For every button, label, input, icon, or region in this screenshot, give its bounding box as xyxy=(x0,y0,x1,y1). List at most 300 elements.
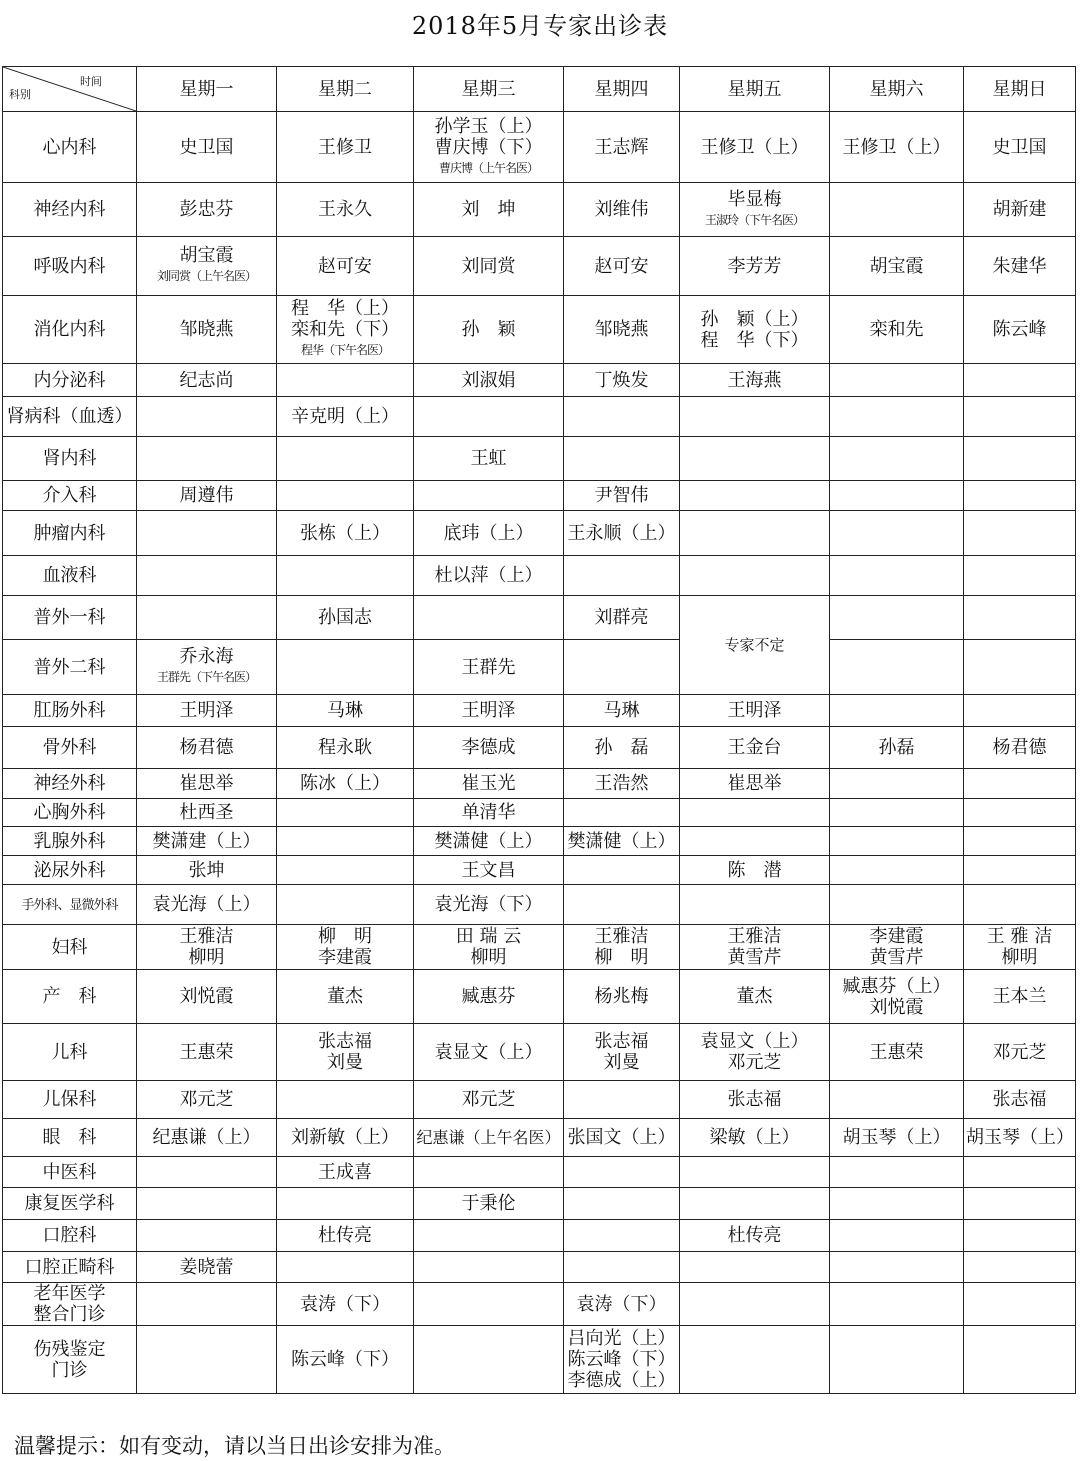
dept-label: 肾内科 xyxy=(42,448,97,469)
doctor-name: 陈云峰 xyxy=(992,319,1047,340)
doctor-cell xyxy=(414,397,564,437)
schedule-body xyxy=(3,112,1076,1394)
doctor-cell xyxy=(414,827,564,856)
doctor-name: 孙学玉（上） xyxy=(434,115,543,137)
corner-dept-label: 科别 xyxy=(9,88,31,101)
doctor-cell xyxy=(964,1157,1076,1188)
dept-label: 康复医学科 xyxy=(24,1193,115,1214)
doctor-name: 李德成（上） xyxy=(567,1370,676,1391)
doctor-name: 臧惠芬（上） xyxy=(842,975,951,997)
doctor-cell xyxy=(414,1283,564,1326)
doctor-cell xyxy=(137,1081,277,1119)
doctor-name: 杜以萍（上） xyxy=(434,565,543,586)
doctor-cell xyxy=(830,1188,964,1220)
doctor-cell xyxy=(414,596,564,640)
doctor-cell xyxy=(137,695,277,727)
dept-cell xyxy=(3,1326,137,1394)
doctor-name: 史卫国 xyxy=(992,136,1047,158)
doctor-cell xyxy=(564,970,680,1024)
doctor-cell xyxy=(277,481,414,511)
doctor-cell xyxy=(830,511,964,556)
dept-label: 儿科 xyxy=(51,1041,88,1063)
doctor-name: 樊潇建（上） xyxy=(152,830,261,852)
doctor-name: 黄雪芹 xyxy=(727,947,782,968)
dept-cell xyxy=(3,237,137,296)
dept-cell xyxy=(3,769,137,799)
doctor-cell xyxy=(137,925,277,970)
doctor-cell xyxy=(830,237,964,296)
doctor-cell xyxy=(564,1252,680,1283)
doctor-name: 李建霞 xyxy=(869,926,924,947)
doctor-cell xyxy=(680,1326,830,1394)
doctor-cell xyxy=(277,640,414,695)
day-header-mon: 星期一 xyxy=(137,67,277,112)
doctor-name: 乔永海 xyxy=(179,646,234,667)
dept-cell xyxy=(3,1188,137,1220)
doctor-name: 柳明 xyxy=(188,947,225,968)
doctor-name: 彭忠芬 xyxy=(179,199,234,220)
doctor-cell xyxy=(680,237,830,296)
doctor-cell xyxy=(830,596,964,640)
doctor-name: 刘淑娟 xyxy=(461,369,516,391)
doctor-cell xyxy=(277,1188,414,1220)
doctor-cell xyxy=(137,1283,277,1326)
doctor-name: 柳明 xyxy=(1001,947,1038,968)
doctor-name: 孙国志 xyxy=(318,607,372,628)
dept-cell xyxy=(3,856,137,885)
doctor-cell xyxy=(414,183,564,237)
dept-cell xyxy=(3,397,137,437)
doctor-name: 纪惠谦（上午名医） xyxy=(416,1128,561,1147)
doctor-cell xyxy=(680,1188,830,1220)
dept-cell xyxy=(3,695,137,727)
doctor-cell xyxy=(830,1024,964,1081)
doctor-name: 王雅洁 xyxy=(727,926,782,947)
doctor-name: 尹智伟 xyxy=(594,485,649,506)
doctor-cell xyxy=(830,1252,964,1283)
doctor-cell xyxy=(964,799,1076,827)
doctor-name: 李建霞 xyxy=(318,947,372,968)
doctor-cell xyxy=(277,1024,414,1081)
doctor-cell xyxy=(680,1252,830,1283)
doctor-cell xyxy=(680,556,830,596)
doctor-cell xyxy=(414,437,564,481)
day-header-wed: 星期三 xyxy=(414,67,564,112)
doctor-name: 陈云峰（下） xyxy=(291,1349,399,1370)
doctor-cell xyxy=(564,481,680,511)
doctor-cell xyxy=(680,799,830,827)
doctor-cell xyxy=(830,1220,964,1252)
doctor-cell xyxy=(137,237,277,296)
doctor-name: 栾和先（下） xyxy=(291,319,399,340)
doctor-name: 王永久 xyxy=(318,199,372,220)
doctor-name: 王海燕 xyxy=(727,369,782,391)
table-row xyxy=(3,437,1076,481)
dept-cell xyxy=(3,437,137,481)
doctor-cell xyxy=(680,1283,830,1326)
doctor-name: 王明泽 xyxy=(461,700,516,721)
doctor-name: 赵可安 xyxy=(318,255,372,277)
doctor-name: 张坤 xyxy=(188,859,225,881)
doctor-cell xyxy=(137,397,277,437)
doctor-cell xyxy=(964,769,1076,799)
doctor-cell xyxy=(414,1119,564,1157)
doctor-cell xyxy=(137,799,277,827)
doctor-cell xyxy=(277,1326,414,1394)
doctor-name: 孙 磊 xyxy=(594,737,649,758)
doctor-cell xyxy=(414,112,564,183)
doctor-name: 杨君德 xyxy=(179,737,234,758)
doctor-name: 杨君德 xyxy=(992,737,1047,758)
dept-label: 普外一科 xyxy=(33,607,106,628)
doctor-cell xyxy=(277,296,414,364)
dept-cell xyxy=(3,112,137,183)
doctor-name: 杜西圣 xyxy=(179,802,234,823)
doctor-name: 王修卫（上） xyxy=(700,136,809,158)
doctor-name: 董杰 xyxy=(327,986,363,1007)
doctor-name: 崔思举 xyxy=(727,773,782,794)
doctor-name: 邓元芝 xyxy=(992,1041,1047,1063)
dept-label: 泌尿外科 xyxy=(33,859,106,881)
doctor-cell xyxy=(680,112,830,183)
doctor-cell xyxy=(277,695,414,727)
doctor-cell xyxy=(277,112,414,183)
doctor-cell xyxy=(414,556,564,596)
dept-label: 乳腺外科 xyxy=(33,830,106,852)
dept-cell xyxy=(3,827,137,856)
table-row xyxy=(3,1119,1076,1157)
doctor-cell xyxy=(564,112,680,183)
doctor-name: 田 瑞 云 xyxy=(455,926,522,947)
dept-cell xyxy=(3,885,137,925)
doctor-name: 杜传亮 xyxy=(318,1225,372,1246)
dept-label-line: 老年医学 xyxy=(33,1283,106,1304)
doctor-cell xyxy=(137,1326,277,1394)
dept-label: 骨外科 xyxy=(42,737,97,758)
doctor-cell xyxy=(680,970,830,1024)
doctor-name: 邓元芝 xyxy=(461,1089,516,1110)
dept-cell xyxy=(3,640,137,695)
table-row xyxy=(3,364,1076,397)
table-row xyxy=(3,596,1076,640)
doctor-cell xyxy=(964,970,1076,1024)
dept-cell xyxy=(3,1252,137,1283)
table-row xyxy=(3,925,1076,970)
doctor-name: 王金台 xyxy=(727,737,782,758)
table-row xyxy=(3,556,1076,596)
doctor-cell xyxy=(414,925,564,970)
doctor-cell xyxy=(680,1157,830,1188)
dept-cell xyxy=(3,1081,137,1119)
doctor-name: 杜传亮 xyxy=(727,1225,782,1246)
dept-label: 普外二科 xyxy=(33,656,106,678)
doctor-cell xyxy=(414,364,564,397)
doctor-name: 樊潇健（上） xyxy=(567,830,676,852)
doctor-name: 臧惠芬 xyxy=(461,986,516,1007)
doctor-name: 刘同赏（上午名医） xyxy=(156,269,256,283)
doctor-cell xyxy=(277,769,414,799)
doctor-cell xyxy=(564,695,680,727)
doctor-name: 柳明 xyxy=(470,947,507,968)
page-title: 2018年5月专家出诊表 xyxy=(411,12,669,40)
doctor-cell xyxy=(680,183,830,237)
doctor-name: 辛克明（上） xyxy=(291,406,399,427)
footer-note: 温馨提示：如有变动，请以当日出诊安排为准。 xyxy=(14,1434,455,1458)
doctor-name: 毕显梅 xyxy=(727,188,782,210)
doctor-cell xyxy=(277,556,414,596)
doctor-cell xyxy=(277,237,414,296)
doctor-cell xyxy=(277,970,414,1024)
doctor-cell xyxy=(137,183,277,237)
doctor-name: 刘曼 xyxy=(603,1052,640,1073)
doctor-name: 王雅洁 xyxy=(594,926,649,947)
doctor-name: 纪惠谦（上） xyxy=(152,1127,261,1148)
dept-cell xyxy=(3,556,137,596)
dept-label: 手外科、显微外科 xyxy=(21,898,118,913)
doctor-cell xyxy=(964,640,1076,695)
doctor-cell xyxy=(137,1252,277,1283)
doctor-name: 邓元芝 xyxy=(179,1089,234,1110)
doctor-cell xyxy=(277,397,414,437)
table-row xyxy=(3,237,1076,296)
doctor-cell xyxy=(830,1326,964,1394)
doctor-name: 崔思举 xyxy=(179,773,234,794)
doctor-cell xyxy=(680,1024,830,1081)
table-row xyxy=(3,1326,1076,1394)
doctor-name: 马琳 xyxy=(603,700,640,721)
doctor-cell xyxy=(564,799,680,827)
doctor-name: 丁焕发 xyxy=(594,369,649,391)
table-row xyxy=(3,727,1076,769)
doctor-cell xyxy=(680,1220,830,1252)
doctor-cell xyxy=(964,925,1076,970)
doctor-cell xyxy=(277,925,414,970)
dept-cell xyxy=(3,727,137,769)
dept-label: 肾病科（血透） xyxy=(6,406,133,427)
doctor-cell xyxy=(830,364,964,397)
doctor-cell xyxy=(830,1119,964,1157)
doctor-cell xyxy=(277,727,414,769)
table-row xyxy=(3,1283,1076,1326)
dept-label: 介入科 xyxy=(42,485,97,506)
doctor-cell xyxy=(414,296,564,364)
doctor-name: 袁涛（下） xyxy=(576,1293,667,1315)
table-row xyxy=(3,970,1076,1024)
table-row xyxy=(3,885,1076,925)
doctor-name: 袁光海（下） xyxy=(434,894,543,915)
doctor-cell xyxy=(414,1326,564,1394)
doctor-cell xyxy=(830,296,964,364)
doctor-name: 袁涛（下） xyxy=(300,1293,390,1315)
doctor-name: 胡宝霞 xyxy=(869,255,924,277)
dept-label: 肿瘤内科 xyxy=(33,522,106,544)
corner-cell xyxy=(3,67,137,112)
dept-label: 妇科 xyxy=(51,936,88,958)
doctor-cell xyxy=(964,437,1076,481)
doctor-cell xyxy=(964,1220,1076,1252)
doctor-name: 刘群亮 xyxy=(594,607,649,628)
doctor-cell xyxy=(564,296,680,364)
doctor-cell xyxy=(830,397,964,437)
doctor-cell xyxy=(964,364,1076,397)
doctor-cell xyxy=(414,727,564,769)
doctor-name: 张志福 xyxy=(594,1031,649,1052)
corner-time-label: 时间 xyxy=(80,75,102,88)
table-row xyxy=(3,1252,1076,1283)
doctor-cell xyxy=(830,112,964,183)
doctor-cell xyxy=(964,556,1076,596)
doctor-name: 邹晓燕 xyxy=(179,319,234,340)
doctor-cell xyxy=(137,1220,277,1252)
doctor-name: 朱建华 xyxy=(992,255,1047,277)
doctor-name: 于秉伦 xyxy=(461,1193,516,1214)
doctor-cell xyxy=(830,1081,964,1119)
header-row xyxy=(3,67,1076,112)
doctor-name: 黄雪芹 xyxy=(869,947,924,968)
doctor-cell xyxy=(680,397,830,437)
doctor-cell xyxy=(680,925,830,970)
dept-cell xyxy=(3,1283,137,1326)
table-row xyxy=(3,769,1076,799)
table-row xyxy=(3,511,1076,556)
doctor-cell xyxy=(414,1081,564,1119)
doctor-cell xyxy=(137,596,277,640)
doctor-name: 周遵伟 xyxy=(179,485,234,506)
doctor-cell xyxy=(564,556,680,596)
doctor-cell xyxy=(964,237,1076,296)
doctor-cell xyxy=(137,727,277,769)
dept-label-line: 门诊 xyxy=(51,1359,88,1381)
table-row xyxy=(3,856,1076,885)
table-row xyxy=(3,1081,1076,1119)
doctor-name: 王本兰 xyxy=(992,986,1047,1007)
doctor-cell xyxy=(414,856,564,885)
doctor-name: 程 华（上） xyxy=(291,298,399,319)
doctor-name: 崔玉光 xyxy=(461,773,516,794)
doctor-cell xyxy=(680,596,830,695)
dept-label: 口腔正畸科 xyxy=(24,1256,115,1278)
dept-cell xyxy=(3,925,137,970)
doctor-cell xyxy=(564,885,680,925)
doctor-name: 胡新建 xyxy=(992,199,1047,220)
doctor-name: 胡玉琴（上） xyxy=(966,1127,1074,1148)
doctor-cell xyxy=(414,237,564,296)
dept-cell xyxy=(3,1119,137,1157)
doctor-cell xyxy=(564,1220,680,1252)
doctor-cell xyxy=(137,511,277,556)
doctor-name: 陈云峰（下） xyxy=(567,1349,676,1370)
table-row xyxy=(3,1188,1076,1220)
dept-label: 心内科 xyxy=(42,136,97,158)
doctor-cell xyxy=(964,1326,1076,1394)
doctor-cell xyxy=(964,885,1076,925)
doctor-cell xyxy=(830,695,964,727)
dept-label: 中医科 xyxy=(42,1161,97,1183)
doctor-cell xyxy=(137,556,277,596)
dept-label: 产 科 xyxy=(42,986,97,1007)
doctor-cell xyxy=(414,1188,564,1220)
doctor-cell xyxy=(414,511,564,556)
doctor-cell xyxy=(277,1157,414,1188)
doctor-name: 王永顺（上） xyxy=(567,522,676,544)
doctor-cell xyxy=(964,1081,1076,1119)
doctor-cell xyxy=(277,1081,414,1119)
doctor-cell xyxy=(137,856,277,885)
doctor-cell xyxy=(414,481,564,511)
doctor-name: 曹庆博（上午名医） xyxy=(438,160,538,175)
doctor-cell xyxy=(830,970,964,1024)
dept-label: 心胸外科 xyxy=(33,802,106,823)
doctor-cell xyxy=(830,556,964,596)
doctor-cell xyxy=(830,1157,964,1188)
doctor-cell xyxy=(680,296,830,364)
doctor-cell xyxy=(137,769,277,799)
doctor-cell xyxy=(964,596,1076,640)
doctor-cell xyxy=(137,827,277,856)
doctor-cell xyxy=(564,925,680,970)
doctor-cell xyxy=(964,511,1076,556)
doctor-cell xyxy=(414,695,564,727)
doctor-name: 王成喜 xyxy=(318,1161,372,1183)
doctor-cell xyxy=(137,885,277,925)
doctor-name: 王雅洁 xyxy=(179,926,234,947)
doctor-name: 刘悦霞 xyxy=(179,986,234,1007)
doctor-name: 李德成 xyxy=(461,737,516,758)
doctor-name: 王惠荣 xyxy=(869,1041,924,1063)
dept-cell xyxy=(3,481,137,511)
doctor-name: 刘 坤 xyxy=(461,199,516,220)
table-row xyxy=(3,183,1076,237)
doctor-cell xyxy=(964,1024,1076,1081)
doctor-cell xyxy=(830,885,964,925)
doctor-name: 张志福 xyxy=(318,1031,372,1052)
doctor-name: 专家不定 xyxy=(724,635,785,654)
doctor-name: 王修卫（上） xyxy=(842,136,951,158)
dept-cell xyxy=(3,1220,137,1252)
dept-label: 口腔科 xyxy=(42,1225,97,1246)
doctor-cell xyxy=(414,970,564,1024)
doctor-cell xyxy=(414,769,564,799)
doctor-cell xyxy=(564,237,680,296)
dept-label-line: 伤残鉴定 xyxy=(33,1338,106,1360)
doctor-cell xyxy=(680,769,830,799)
doctor-cell xyxy=(680,827,830,856)
doctor-cell xyxy=(137,112,277,183)
doctor-cell xyxy=(680,856,830,885)
doctor-cell xyxy=(414,1220,564,1252)
doctor-name: 柳 明 xyxy=(594,947,649,968)
doctor-cell xyxy=(277,437,414,481)
doctor-name: 单清华 xyxy=(461,802,516,823)
doctor-name: 史卫国 xyxy=(179,136,234,158)
doctor-name: 程永耿 xyxy=(318,737,372,758)
doctor-cell xyxy=(964,1283,1076,1326)
doctor-name: 王虹 xyxy=(470,448,507,469)
doctor-name: 赵可安 xyxy=(594,255,649,277)
doctor-cell xyxy=(830,1283,964,1326)
doctor-name: 吕向光（上） xyxy=(567,1328,676,1349)
doctor-name: 刘同赏 xyxy=(461,255,516,277)
doctor-cell xyxy=(564,727,680,769)
doctor-cell xyxy=(564,1081,680,1119)
doctor-name: 陈 潜 xyxy=(727,859,782,881)
doctor-cell xyxy=(414,885,564,925)
doctor-cell xyxy=(680,511,830,556)
dept-cell xyxy=(3,364,137,397)
doctor-cell xyxy=(137,1024,277,1081)
doctor-name: 孙 颖（上） xyxy=(700,308,809,330)
doctor-cell xyxy=(564,511,680,556)
